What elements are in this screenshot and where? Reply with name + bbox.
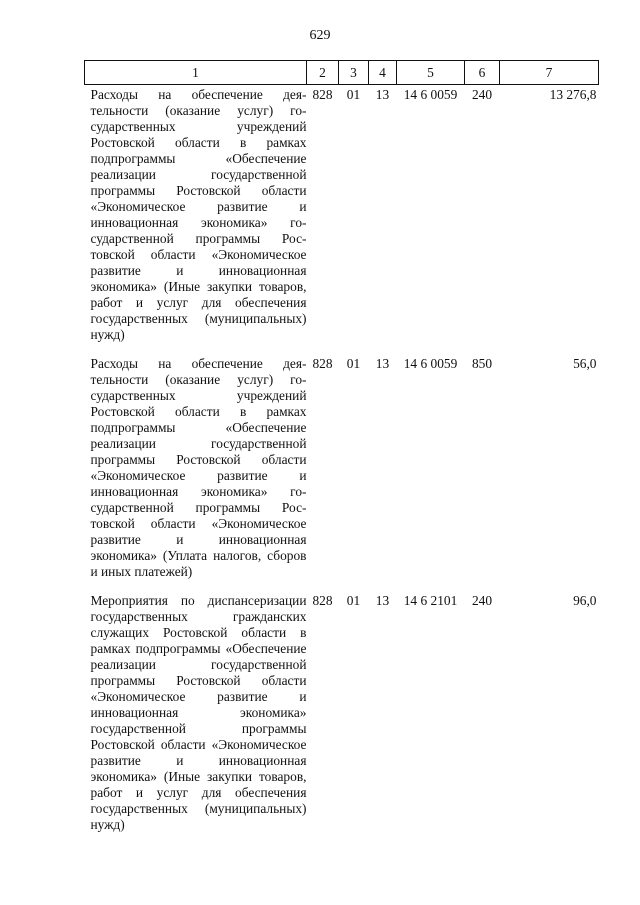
cell-amount: 96,0: [573, 593, 597, 608]
cell-target-article: 14 6 0059: [403, 356, 458, 371]
cell-section: 01: [346, 87, 361, 102]
cell-section: 01: [346, 356, 361, 371]
budget-table: [84, 60, 599, 844]
col-header-6: 6: [465, 61, 500, 85]
col-header-1: 1: [85, 61, 307, 85]
cell-subsection: 13: [375, 593, 390, 608]
row-description: [85, 354, 307, 591]
col-header-5: 5: [397, 61, 465, 85]
row-description: [85, 591, 307, 844]
col-header-7: 7: [500, 61, 599, 85]
cell-subsection: 13: [375, 87, 390, 102]
cell-ministry: 828: [312, 356, 333, 371]
row-description: [85, 85, 307, 355]
table-row: [85, 85, 599, 355]
col-header-4: 4: [369, 61, 397, 85]
cell-target-article: 14 6 0059: [403, 87, 458, 102]
page-number: 629: [309, 28, 331, 43]
cell-ministry: 828: [312, 593, 333, 608]
cell-expense-type: 240: [471, 593, 493, 608]
cell-expense-type: 850: [471, 356, 493, 371]
cell-amount: 13 276,8: [549, 87, 597, 102]
cell-ministry: 828: [312, 87, 333, 102]
cell-amount: 56,0: [573, 356, 597, 371]
table-row: [85, 591, 599, 844]
col-header-2: 2: [307, 61, 339, 85]
header-row: [85, 61, 599, 85]
row-description-text: Расходы на обеспечение деятельности (оказание услуг) государственных учреждений Ростовской области в рамках подпрограммы «Обеспечение реализации государственной программы Ростовской области «Экономическое развитие и инновационная экономика» государственной программы Ростовской области «Экономическое развитие и инновационная экономика» (Иные закупки товаров, работ и услуг для обеспечения государственных (муниципальных) нужд): [90, 87, 307, 342]
row-description-text: Расходы на обеспечение деятельности (оказание услуг) государственных учреждений Ростовской области в рамках подпрограммы «Обеспечение реализации государственной программы Ростовской области «Экономическое развитие и инновационная экономика» государственной программы Ростовской области «Экономическое развитие и инновационная экономика» (Уплата налогов, сборов и иных платежей): [90, 356, 307, 579]
row-description-text: Мероприятия по диспансеризaции государственных гражданских служащих Ростовской области в рамках подпрограммы «Обеспечение реализации государственной программы Ростовской области «Экономическое развитие и инновационная экономика» государственной программы Ростовской области «Экономическое развитие и инновационная экономика» (Иные закупки товаров, работ и услуг для обеспечения государственных (муниципальных) нужд): [90, 593, 307, 832]
cell-expense-type: 240: [471, 87, 493, 102]
table-row: [85, 354, 599, 591]
col-header-3: 3: [339, 61, 369, 85]
cell-subsection: 13: [375, 356, 390, 371]
cell-target-article: 14 6 2101: [403, 593, 458, 608]
cell-section: 01: [346, 593, 361, 608]
